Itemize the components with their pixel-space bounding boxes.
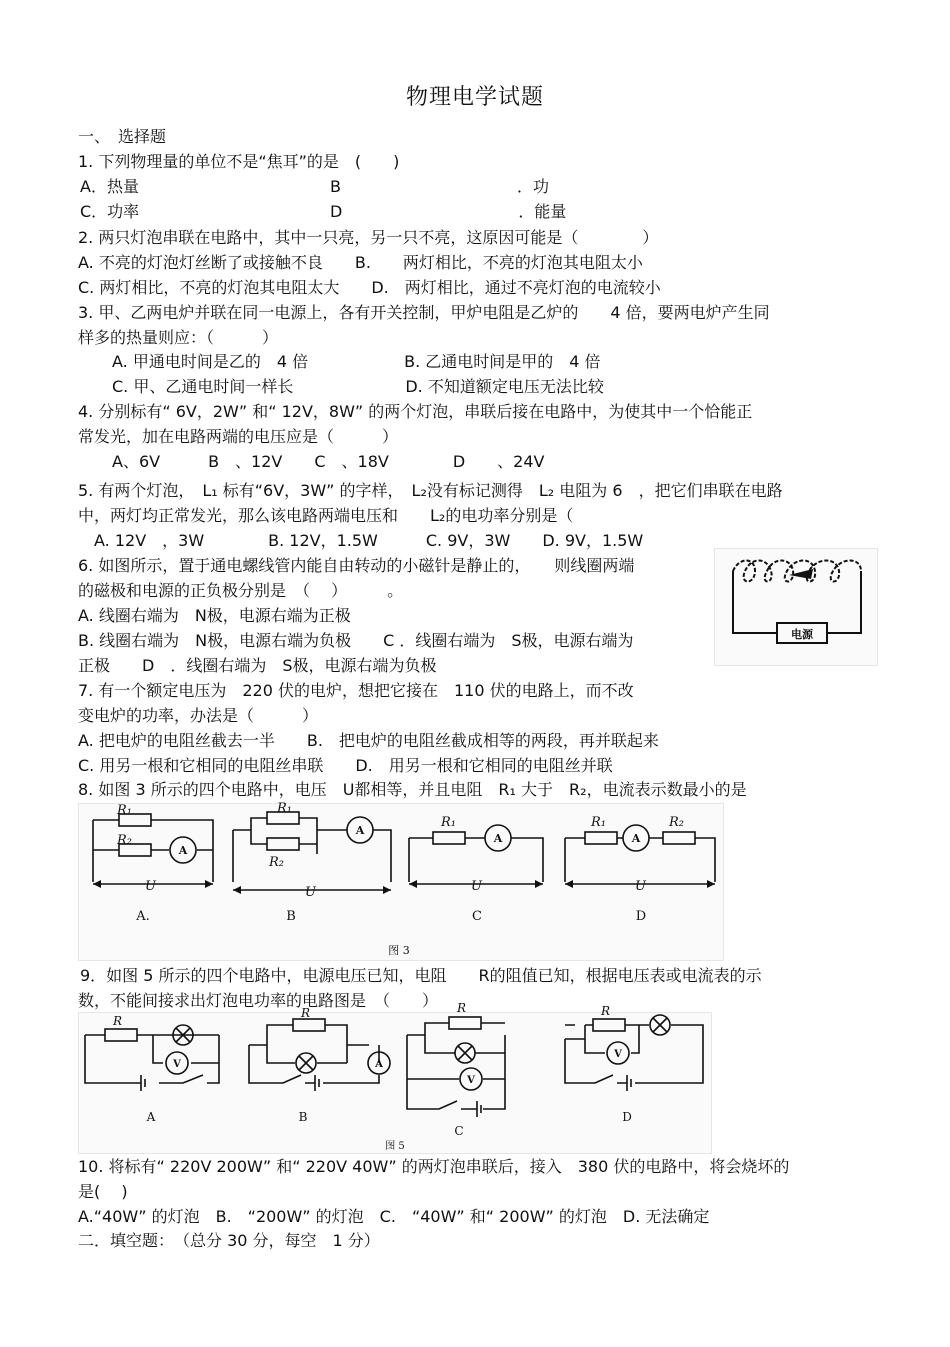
q5-stem-line1: 5. 有两个灯泡， L₁ 标有“6V，3W” 的字样， L₂没有标记测得 L₂ 电阻为 6 ，把它们串联在电路: [78, 481, 783, 500]
q7-options-cd: C. 用另一根和它相同的电阻丝串联 D. 用另一根和它相同的电阻丝并联: [78, 756, 613, 775]
fig3-label-d: D: [635, 909, 647, 924]
q8-stem: 8. 如图 3 所示的四个电路中，电压 U都相等，并且电阻 R₁ 大于 R₂，电流表示数最小的是: [78, 780, 747, 799]
solenoid-figure: [714, 548, 878, 666]
q1-option-d: D ．能量: [330, 202, 567, 221]
q7-line1: 7. 有一个额定电压为 220 伏的电炉，想把它接在 110 伏的电路上，而不改: [78, 681, 634, 700]
fig5-b-r-label: R: [301, 1006, 311, 1020]
fig5-b-ammeter-label: A: [375, 1059, 383, 1070]
power-source-label: 电源: [791, 628, 813, 641]
fig5-label-b: B: [298, 1110, 308, 1124]
fig3-d-ammeter-label: A: [631, 832, 641, 845]
fig3-b-r2-label: R₂: [269, 855, 284, 870]
fig5-caption: 图 5: [385, 1141, 405, 1152]
fig3-b-u-label: U: [305, 885, 316, 900]
section-heading-fill: 二．填空题： （总分 30 分，每空 1 分）: [78, 1231, 380, 1250]
q2-options-ab: A. 不亮的灯泡灯丝断了或接触不良 B. 两灯相比，不亮的灯泡其电阻太小: [78, 253, 643, 272]
q7-options-ab: A. 把电炉的电阻丝截去一半 B. 把电炉的电阻丝截成相等的两段，再并联起来: [78, 731, 659, 750]
fig3-b-r1-label: R₁: [277, 801, 292, 816]
q4-stem-line2: 常发光，加在电路两端的电压应是（ ）: [78, 427, 399, 446]
fig3-a-u-label: U: [145, 879, 156, 894]
q5-options: A. 12V ，3W B. 12V，1.5W C. 9V，3W D. 9V，1.5W: [78, 531, 644, 550]
q4-stem-line1: 4. 分别标有“ 6V，2W” 和“ 12V，8W” 的两个灯泡，串联后接在电路中，为使其中一个恰能正: [78, 402, 753, 421]
q7-line2: 变电炉的功率，办法是（ ）: [78, 706, 319, 725]
fig3-a-ammeter-label: A: [178, 844, 188, 857]
q5-stem-line2: 中，两灯均正常发光，那么该电路两端电压和 L₂的电功率分别是（: [78, 506, 574, 525]
q2-options-cd: C. 两灯相比，不亮的灯泡其电阻太大 D. 两灯相比，通过不亮灯泡的电流较小: [78, 278, 661, 297]
section-heading-choice: 一、 选择题: [78, 127, 167, 146]
fig5-d-voltmeter-label: V: [614, 1049, 622, 1060]
fig5-label-c: C: [454, 1124, 464, 1138]
q1-option-c: C．功率: [80, 202, 140, 221]
fig3-c-ammeter-label: A: [493, 832, 503, 845]
q10-line1: 10. 将标有“ 220V 200W” 和“ 220V 40W” 的两灯泡串联后，接入 380 伏的电路中，将会烧坏的: [78, 1157, 790, 1176]
q6-option-cd: 正极 D ．线圈右端为 S极，电源右端为负极: [78, 656, 437, 675]
fig3-label-b: B: [286, 909, 296, 924]
q6-line1: 6. 如图所示，置于通电螺线管内能自由转动的小磁针是静止的， 则线圈两端: [78, 556, 635, 575]
q9-line2: 数，不能间接求出灯泡电功率的电路图是 （ ）: [78, 991, 439, 1010]
fig3-label-c: C: [472, 909, 482, 924]
fig5-a-r-label: R: [113, 1014, 123, 1028]
fig5-c-r-label: R: [457, 1001, 467, 1015]
fig5-a-voltmeter-label: V: [173, 1059, 181, 1070]
fig3-a-r2-label: R₂: [117, 833, 132, 848]
q3-stem-line1: 3. 甲、乙两电炉并联在同一电源上，各有开关控制，甲炉电阻是乙炉的 4 倍，要两电炉产生同: [78, 303, 770, 322]
fig3-d-u-label: U: [635, 879, 646, 894]
q10-line2: 是( ): [78, 1182, 128, 1201]
figure-3-circuits: [78, 803, 724, 961]
figure-5-circuits: [78, 1001, 712, 1154]
q6-option-a: A. 线圈右端为 N极，电源右端为正极: [78, 606, 351, 625]
fig5-label-a: A: [146, 1110, 156, 1124]
q2-stem: 2. 两只灯泡串联在电路中，其中一只亮，另一只不亮，这原因可能是（ ）: [78, 228, 659, 247]
q3-stem-line2: 样多的热量则应：（ ）: [78, 328, 279, 347]
q6-option-bc: B. 线圈右端为 N极，电源右端为负极 C ．线圈右端为 S极，电源右端为: [78, 631, 634, 650]
fig3-b-ammeter-label: A: [355, 824, 365, 837]
q1-option-b: B ．功: [330, 177, 549, 196]
page-title: 物理电学试题: [405, 85, 544, 110]
fig3-c-u-label: U: [471, 879, 482, 894]
q10-options: A.“40W” 的灯泡 B. “200W” 的灯泡 C. “40W” 和“ 200W” 的灯泡 D. 无法确定: [78, 1207, 710, 1226]
fig5-c-voltmeter-label: V: [467, 1075, 475, 1086]
q4-options: A、6V B 、12V C 、18V D 、24V: [112, 452, 545, 471]
fig5-d-r-label: R: [601, 1004, 611, 1018]
fig3-a-r1-label: R₁: [117, 803, 132, 818]
fig3-c-r1-label: R₁: [441, 815, 456, 830]
fig3-d-r1-label: R₁: [591, 815, 606, 830]
fig3-caption: 图 3: [388, 944, 410, 957]
q6-line2: 的磁极和电源的正负极分别是 （ ） 。: [78, 581, 404, 600]
fig3-d-r2-label: R₂: [669, 815, 684, 830]
q3-options-cd: C. 甲、乙通电时间一样长 D. 不知道额定电压无法比较: [112, 377, 604, 396]
fig3-label-a: A.: [136, 909, 150, 924]
fig5-label-d: D: [622, 1110, 632, 1124]
q3-options-ab: A. 甲通电时间是乙的 4 倍 B. 乙通电时间是甲的 4 倍: [112, 352, 601, 371]
q1-option-a: A．热量: [80, 177, 139, 196]
q1-stem: 1. 下列物理量的单位不是“焦耳”的是 ( ): [78, 152, 400, 171]
q9-line1: 9．如图 5 所示的四个电路中，电源电压已知，电阻 R的阻值已知，根据电压表或电流表的示: [80, 966, 762, 985]
